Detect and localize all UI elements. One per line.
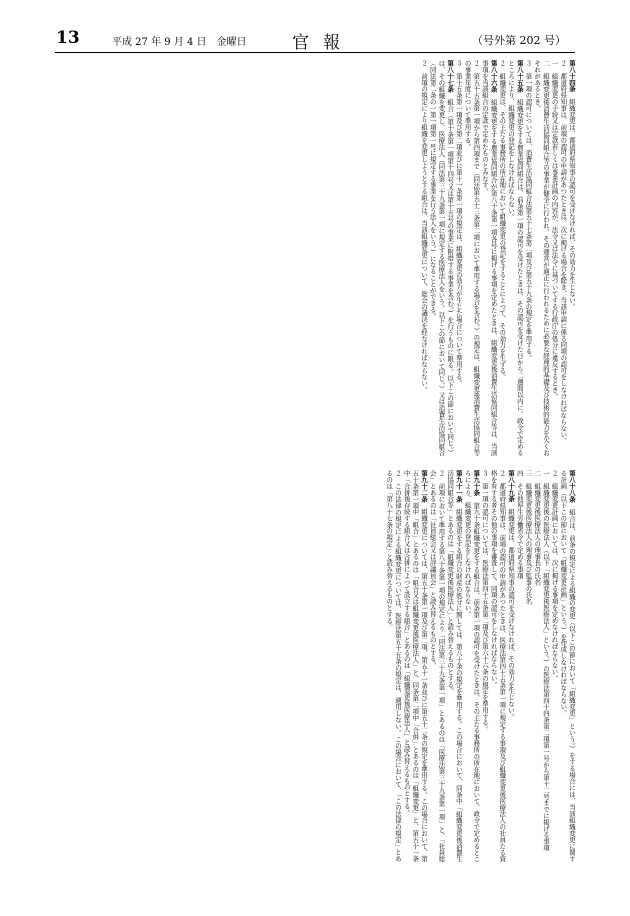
item: 二 組織変更後消費生活協同組合等の事業が健全に行われ、その運営が適正に行われるために必要な経理的基礎及び技術的能力を欠くおそれがあるとき。 [533, 60, 550, 456]
paragraph: ２ 都道府県知事は、前項の認可の申請があつたときは、医療法第四十五条第一項に規定する事項及び組織変更後医療法人の社員たる資格を有する者その他の事項を審査して、同項の認可をしなければならない。 [489, 470, 507, 862]
item: 四 その他厚生労働省令で定める事項 [515, 470, 524, 579]
paragraph: ３ 第一項の認可については、消費生活協同組合法第五十七条第二項及び第五十九条の規定を準用する。 [524, 60, 533, 361]
article-text: 組織変更は、都道府県知事の認可を受けなければ、その効力を生じない。 [507, 508, 516, 720]
article-text: 第九十条組織変更をする組合は、前条第一項の認可を受けたときは、その主たる事務所の所在地において、政令で定めるところにより、組織変更の登記をしなければならない。 [463, 470, 481, 862]
issue-number: （号外第 202 号） [472, 34, 566, 47]
article-heading: 第九十一条 [454, 470, 463, 503]
article-text: 組合（第十条第一項第十四号又は第十五号の事業に附帯する事業を含む。）を行うものに限る。以下この節において同じ。）は、その組織を変更し、医療法人（同法第三十九条第一項に規定する医療法人をいう。以下この節において同じ。）又は消費生活協同組合（同法第二条の一第一項第一号に規定する事業を行う法人をいう。）になることができる。 [428, 60, 455, 456]
paragraph: ３ 第十五条第一項及び第二項並びに第十一条第一項の規定は、組織変更の効力が生じた場合について準用する。 [454, 60, 463, 387]
article-84 [524, 60, 576, 456]
article-text: 組織変更は、都道府県知事の認可を受けなければ、その効力を生じない。 [568, 98, 576, 310]
article-heading: 第八十六条 [489, 60, 498, 93]
article-heading: 第八十四条 [568, 60, 576, 92]
paragraph: ２ 第五十五条第一項から第四項まで（同法第五十三条第二項において準用する場合を含む。）の規定は、組織変更後消費生活協同組合等の事業年度について準用する。 [463, 60, 481, 456]
article-heading: 第八十七条 [446, 60, 455, 93]
article-85 [498, 60, 524, 456]
article-text: 組合は、前条の規定による組織の変更（以下この節において「組織変更」という。）をする場合には、当該組織変更に関する計画（以下この節において「組織変更計画」という。）を作成しなければならない。 [559, 470, 576, 862]
article-text: 組織変更をする組合の財産の処分に関しては、第八十条の規定を準用する。この場合において、同条中「組織変更後消費生活協同組合等」とあるのは「組織変更後医療法人」と読み替えるものとする。 [446, 470, 463, 862]
gazette-title: 官報 [292, 33, 354, 53]
paragraph: ３ 第一項の認可については、医療法第四十五条第二項及び第六十六条の規定を準用する。 [480, 470, 489, 733]
publication-date: 平成 27 年 9 月 4 日 金曜日 [112, 37, 247, 48]
paragraph: ２ 組織変更計画においては、次に掲げる事項を定めなければならない。 [550, 470, 559, 682]
page-number: 13 [56, 28, 80, 48]
article-text: 組織変更をする農業協同組合は、前条第一項の認可を受けたときは、その認可を受けた日から二週間以内に、政令で定めるところにより、組織変更の登記をしなければならない。 [507, 60, 524, 456]
article-86 [454, 60, 498, 456]
article-heading: 第九十条 [472, 470, 481, 496]
paragraph: ２ この法律の規定による組織変更については、医療法第五十五条の規定は、適用しない。この場合において、「この法律の規定」とあるのは「第八十七条の規定」と読み替えるものとする。 [385, 470, 402, 862]
item: 一 組織変更の手続又は定款若しくは事業計画の内容が、法令又は法令に基づいてする行政庁の処分に違反するとき。 [550, 60, 559, 400]
article-text: 組織変更をする農業協同組合が第八十条第一項各号に掲げる事項を定めたときは、組織変更後消費生活協同組合等は、当該事項を当該組合の定款で定めたものとみなす。 [480, 60, 498, 456]
article-87 [419, 60, 454, 456]
paragraph: ２ 前項において準用する第八十条第一項の規定により「同法第三十九条第一項」とあるのは「医療法第三十九条第一項」と、「社員総会」とあるのは「社員総会又は評議員会」と読み替えるものとする。 [428, 470, 446, 862]
item: 二 組織変更後医療法人の理事長の氏名 [533, 470, 542, 586]
article-heading: 第九十二条 [420, 470, 429, 503]
item: 一 組織変更後の医療法人（以下「組織変更後医療法人」という。）の医療法第四十四条第二項第一号から第十二号までに掲げる事項 [541, 470, 550, 851]
paragraph: ２ 都道府県知事は、前項の認可の申請があつたときは、次に掲げる場合を除き、当該申請に係る同項の認可をしなければならない。 [559, 60, 568, 444]
paragraph: ２ 組織変更は、その主たる事務所の所在地において組織変更の登記をすることによつて、その効力を生ずる。 [498, 60, 507, 380]
article-heading: 第八十九条 [507, 470, 516, 502]
lower-tier-text [58, 470, 576, 862]
article-heading: 第八十八条 [568, 470, 576, 503]
article-heading: 第八十五条 [515, 60, 524, 93]
article-90 [463, 470, 480, 862]
item: 三 組織変更後医療法人の理事及び監事の氏名 [524, 470, 533, 605]
article-88 [515, 470, 576, 862]
upper-tier-text [58, 60, 576, 456]
article-91 [428, 470, 463, 862]
article-text: 組織変更については、第五十条第一項及び第二項、第五十一条並びに第五十二条の規定を準用する。この場合において、第五十条第一項中「組合」とあるのは「組合又は組織変更後医療法人」と、同条第二項中「合併」とあるのは「組織変更」と、第五十一条中「合併後存続する組合又は合併によつて設立する組合」とあるのは「組織変更後医療法人」と読み替えるものとする。 [402, 470, 429, 862]
paragraph: ２ 前項の規定により組織を変更しようとする組合は、当該組織変更について、総会の議決を経なければならない。 [420, 60, 429, 393]
header-rule [55, 52, 575, 53]
article-89 [480, 470, 515, 862]
article-92 [385, 470, 429, 862]
